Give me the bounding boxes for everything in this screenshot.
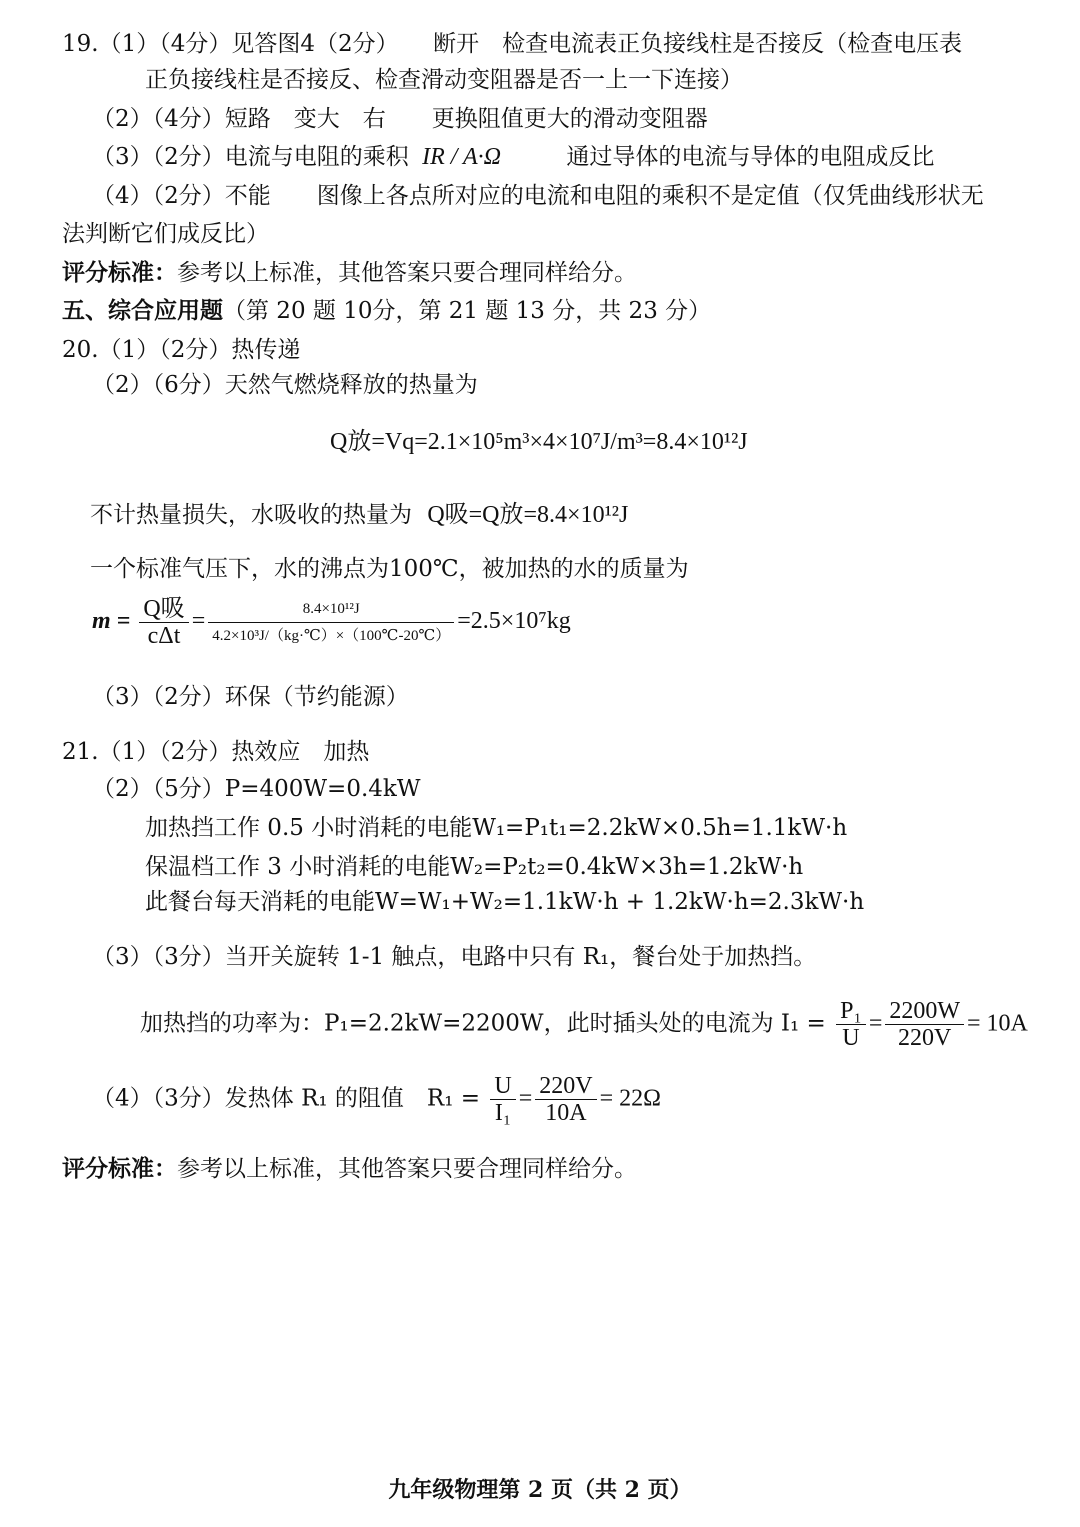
q21-line6: （3）（3分）当开关旋转 1-1 触点，电路中只有 R₁，餐台处于加热挡。 [92, 944, 817, 970]
resistance-fraction-2-den: 10A [545, 1100, 587, 1126]
mass-fraction-1-num: Q吸 [139, 596, 188, 623]
q20-line4: 一个标准气压下，水的沸点为100℃，被加热的水的质量为 [90, 556, 689, 582]
mass-symbol: m = [92, 608, 131, 635]
grading-text: 参考以上标准，其他答案只要合理同样给分。 [177, 260, 637, 286]
mass-fraction-1-den: cΔt [147, 623, 181, 649]
resistance-result: = 22Ω [599, 1085, 661, 1112]
current-fraction-1-num: P₁ [836, 998, 866, 1025]
current-fraction-1 [836, 998, 866, 1051]
resistance-fraction-2 [535, 1073, 596, 1126]
grading-criteria-2 [62, 1153, 637, 1185]
q19-line6: 法判断它们成反比） [62, 221, 269, 247]
current-fraction-2 [885, 998, 964, 1051]
current-fraction-2-num: 2200W [885, 998, 964, 1025]
grading-label: 评分标准： [62, 259, 177, 286]
mass-fraction-2-num: 8.4×10¹²J [208, 596, 454, 623]
section-5-heading [62, 295, 711, 327]
q20-line3-text: 不计热量损失，水吸收的热量为 [90, 502, 412, 528]
q19-line4-conclusion: 通过导体的电流与导体的电阻成反比 [566, 144, 935, 170]
resistance-fraction-1-den: I₁ [494, 1100, 512, 1126]
q21-current-text: 加热挡的功率为：P₁=2.2kW=2200W，此时插头处的电流为 I₁ = [140, 1010, 826, 1037]
grading-text-2: 参考以上标准，其他答案只要合理同样给分。 [177, 1156, 637, 1182]
q21-resistance-formula: （4）（3分）发热体 R₁ 的阻值 R₁ = $\frac{U}{\text{I₁}}$ = $\frac{220V}{10A}$ = 22Ω [92, 1073, 661, 1126]
q20-line2: （2）（6分）天然气燃烧释放的热量为 [92, 372, 478, 398]
q20-line3-equation: Q吸=Q放=8.4×10¹²J [427, 502, 629, 528]
resistance-fraction-2-num: 220V [535, 1073, 596, 1100]
q21-line1: 21.（1）（2分）热效应 加热 [62, 739, 370, 765]
q21-resistance-text: （4）（3分）发热体 R₁ 的阻值 R₁ = [92, 1085, 481, 1112]
q21-line4: 保温档工作 3 小时消耗的电能W₂=P₂t₂=0.4kW×3h=1.2kW·h [145, 854, 804, 880]
current-fraction-1-den: U [842, 1025, 860, 1051]
q21-current-formula: 加热挡的功率为：P₁=2.2kW=2200W，此时插头处的电流为 I₁ = $\frac{\text{P₁}}{U}$ = $\frac{2200W}{220V}$ = 10A [140, 998, 1028, 1051]
grading-label-2: 评分标准： [62, 1155, 177, 1182]
q21-line2: （2）（5分）P=400W=0.4kW [92, 776, 421, 802]
mass-fraction-1 [139, 596, 188, 649]
q19-line3: （2）（4分）短路 变大 右 更换阻值更大的滑动变阻器 [92, 106, 708, 132]
q19-line1: 19.（1）（4分）见答图4（2分） 断开 检查电流表正负接线柱是否接反（检查电压表 [62, 31, 963, 57]
q19-line2: 正负接线柱是否接反、检查滑动变阻器是否一上一下连接） [145, 67, 743, 93]
section-5-points: （第 20 题 10分，第 21 题 13 分，共 23 分） [223, 298, 712, 324]
current-result: = 10A [967, 1010, 1028, 1037]
page-footer: 九年级物理第 2 页（共 2 页） [388, 1477, 692, 1503]
q20-mass-formula: m = $\frac{\text{Q吸}}{\text{cΔt}}$ = $\frac{\text{8.4×10¹²J}}{\text{4.2×10³J/（kg·℃）×（100℃-20℃）}}$ =2.5×10⁷kg [92, 596, 571, 649]
mass-result: =2.5×10⁷kg [457, 608, 571, 635]
grading-criteria-1 [62, 257, 637, 289]
q21-line3: 加热挡工作 0.5 小时消耗的电能W₁=P₁t₁=2.2kW×0.5h=1.1kW·h [145, 815, 848, 841]
q19-line4-unit: IR / A·Ω [422, 144, 501, 170]
q19-line4 [92, 141, 934, 173]
q19-line4-text: （3）（2分）电流与电阻的乘积 [92, 144, 409, 170]
q20-line1: 20.（1）（2分）热传递 [62, 337, 301, 363]
q21-line5: 此餐台每天消耗的电能W=W₁+W₂=1.1kW·h + 1.2kW·h=2.3kW·h [145, 889, 865, 915]
current-fraction-2-den: 220V [898, 1025, 952, 1051]
resistance-fraction-1 [490, 1073, 515, 1126]
q19-line5: （4）（2分）不能 图像上各点所对应的电流和电阻的乘积不是定值（仅凭曲线形状无 [92, 183, 984, 209]
section-5-title: 五、综合应用题 [62, 297, 223, 324]
q20-equation-heat: Q放=Vq=2.1×10⁵m³×4×10⁷J/m³=8.4×10¹²J [330, 429, 748, 455]
q20-line3 [90, 499, 628, 531]
mass-fraction-2-den: 4.2×10³J/（kg·℃）×（100℃-20℃） [212, 628, 451, 644]
resistance-fraction-1-num: U [490, 1073, 515, 1100]
mass-fraction-2 [208, 596, 454, 649]
q20-line5: （3）（2分）环保（节约能源） [92, 684, 409, 710]
